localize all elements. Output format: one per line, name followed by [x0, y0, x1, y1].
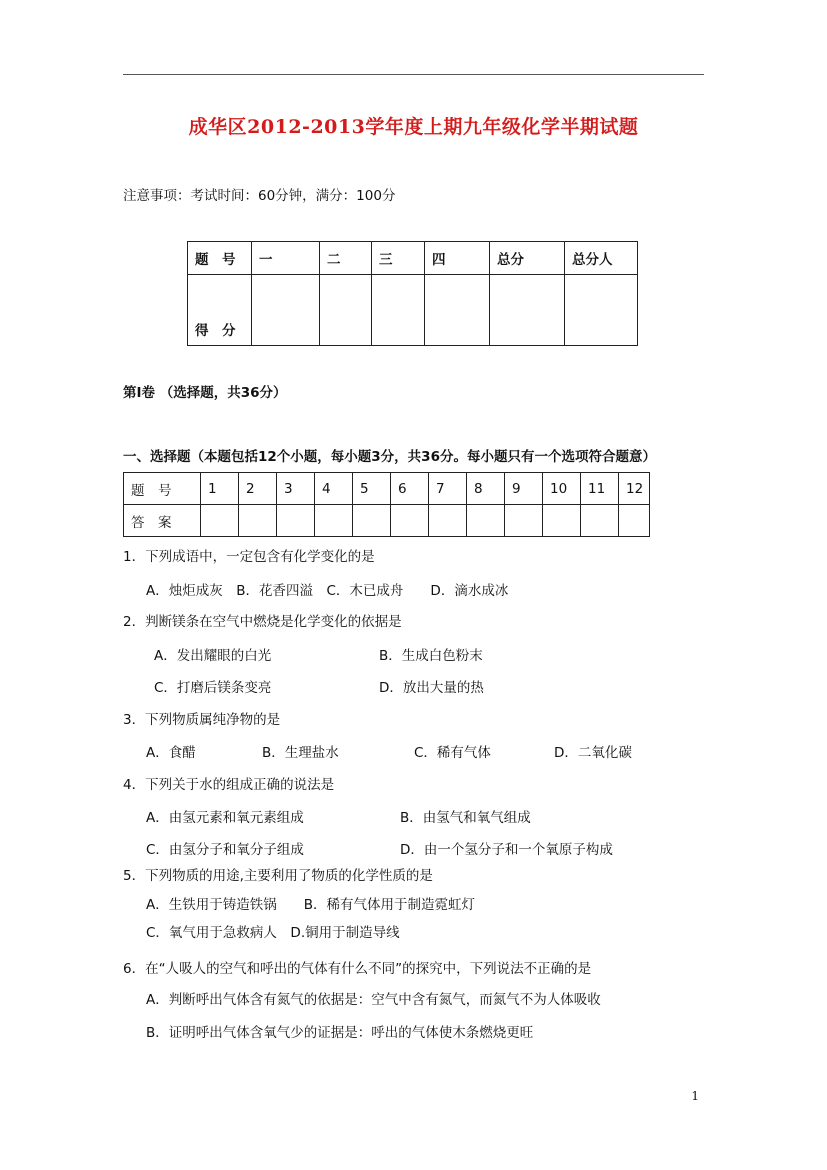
- exam-notice: 注意事项：考试时间：60分钟，满分：100分: [123, 188, 396, 204]
- answer-cell: [619, 505, 650, 537]
- answer-cell: [505, 505, 543, 537]
- score-cell: [252, 275, 320, 346]
- answer-number-cell: 3: [277, 473, 315, 505]
- score-cell: [565, 275, 638, 346]
- score-header-cell: 一: [252, 242, 320, 275]
- score-header-cell: 二: [320, 242, 372, 275]
- question-options-line: A．生铁用于铸造铁锅 B．稀有气体用于制造霓虹灯: [146, 897, 475, 913]
- answer-cell: [391, 505, 429, 537]
- question-options-line: A．烛炬成灰 B．花香四溢 C．木已成舟 D．滴水成冰: [146, 583, 509, 599]
- question-option: D．二氧化碳: [554, 745, 632, 761]
- question-options-line: B．证明呼出气体含氧气少的证据是：呼出的气体使木条燃烧更旺: [146, 1025, 534, 1041]
- answer-number-cell: 10: [543, 473, 581, 505]
- answer-number-cell: 5: [353, 473, 391, 505]
- score-table: [187, 241, 638, 346]
- question-option: A．食醋: [146, 745, 196, 761]
- answer-cell: [429, 505, 467, 537]
- answer-number-cell: 7: [429, 473, 467, 505]
- top-rule: [123, 74, 704, 75]
- score-header-cell: 题 号: [188, 242, 252, 275]
- answer-cell: [543, 505, 581, 537]
- question-stem: 1．下列成语中，一定包含有化学变化的是: [123, 549, 375, 565]
- question-stem: 5．下列物质的用途,主要利用了物质的化学性质的是: [123, 868, 433, 884]
- answer-cell: [353, 505, 391, 537]
- answer-number-cell: 2: [239, 473, 277, 505]
- score-header-cell: 总分: [490, 242, 565, 275]
- answer-number-cell: 4: [315, 473, 353, 505]
- score-header-cell: 四: [425, 242, 490, 275]
- answer-number-cell: 12: [619, 473, 650, 505]
- answer-cell: [315, 505, 353, 537]
- answer-table-row: [124, 505, 650, 537]
- answer-number-cell: 9: [505, 473, 543, 505]
- question-option: B．生成白色粉末: [379, 648, 483, 664]
- answer-row-label: 答 案: [124, 505, 201, 537]
- answer-cell: [201, 505, 239, 537]
- question-option: A．由氢元素和氧元素组成: [146, 810, 304, 826]
- score-cell: [372, 275, 425, 346]
- answer-number-cell: 6: [391, 473, 429, 505]
- answer-table-header-row: [124, 473, 650, 505]
- answer-table: [123, 472, 650, 537]
- score-row-label: 得 分: [188, 275, 252, 346]
- score-cell: [425, 275, 490, 346]
- score-table-header-row: [188, 242, 638, 275]
- score-cell: [320, 275, 372, 346]
- score-cell: [490, 275, 565, 346]
- score-header-cell: 总分人: [565, 242, 638, 275]
- question-option: C．打磨后镁条变亮: [154, 680, 272, 696]
- question-option: A．发出耀眼的白光: [154, 648, 272, 664]
- answer-number-cell: 8: [467, 473, 505, 505]
- section-title: 第Ⅰ卷 （选择题，共36分）: [123, 385, 287, 401]
- score-header-cell: 三: [372, 242, 425, 275]
- question-stem: 4．下列关于水的组成正确的说法是: [123, 777, 335, 793]
- question-options-line: C．氧气用于急救病人 D.铜用于制造导线: [146, 925, 400, 941]
- question-option: B．生理盐水: [262, 745, 339, 761]
- answer-header-label: 题 号: [124, 473, 201, 505]
- question-option: C．由氢分子和氧分子组成: [146, 842, 304, 858]
- answer-number-cell: 11: [581, 473, 619, 505]
- answer-cell: [581, 505, 619, 537]
- answer-number-cell: 1: [201, 473, 239, 505]
- question-stem: 2．判断镁条在空气中燃烧是化学变化的依据是: [123, 614, 402, 630]
- exam-title: 成华区2012-2013学年度上期九年级化学半期试题: [188, 116, 639, 138]
- question-stem: 3．下列物质属纯净物的是: [123, 712, 281, 728]
- question-option: B．由氢气和氧气组成: [400, 810, 531, 826]
- question-option: D．由一个氢分子和一个氧原子构成: [400, 842, 613, 858]
- answer-cell: [277, 505, 315, 537]
- question-option: C．稀有气体: [414, 745, 491, 761]
- score-table-row: [188, 275, 638, 346]
- question-options-line: A．判断呼出气体含有氮气的依据是：空气中含有氮气，而氮气不为人体吸收: [146, 992, 601, 1008]
- page-number: 1: [691, 1089, 699, 1103]
- answer-cell: [239, 505, 277, 537]
- question-stem: 6．在“人吸人的空气和呼出的气体有什么不同”的探究中，下列说法不正确的是: [123, 961, 592, 977]
- part-title: 一、选择题（本题包括12个小题，每小题3分，共36分。每小题只有一个选项符合题意）: [123, 449, 656, 465]
- question-option: D．放出大量的热: [379, 680, 484, 696]
- answer-cell: [467, 505, 505, 537]
